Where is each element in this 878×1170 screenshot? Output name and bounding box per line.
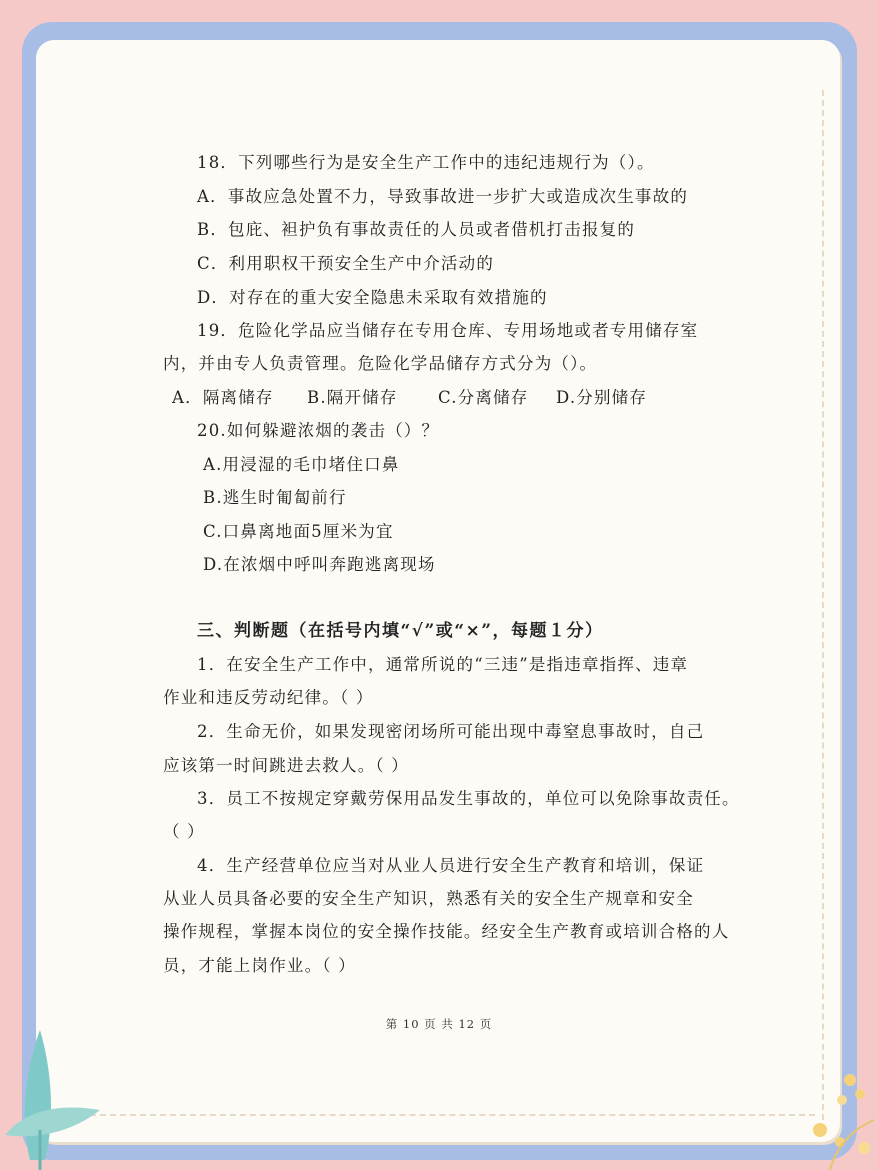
judgement-3-line1: 3．员工不按规定穿戴劳保用品发生事故的，单位可以免除事故责任。 — [197, 789, 740, 808]
question-19-option-a: A．隔离储存 — [172, 388, 274, 407]
question-20-stem: 20.如何躲避浓烟的袭击（）？ — [197, 421, 440, 440]
dashed-border-right — [822, 90, 824, 1120]
question-20-option-b: B.逃生时匍匐前行 — [203, 488, 347, 507]
page-number-footer: 第 10 页 共 12 页 — [385, 1017, 493, 1031]
plant-decoration-icon — [0, 1010, 110, 1170]
question-18-stem: 18．下列哪些行为是安全生产工作中的违纪违规行为（）。 — [197, 153, 655, 172]
judgement-4-line4: 员，才能上岗作业。（ ） — [163, 956, 356, 975]
judgement-1-line2: 作业和违反劳动纪律。（ ） — [163, 688, 374, 707]
question-19-option-b: B.隔开储存 — [307, 388, 398, 407]
question-18-option-d: D．对存在的重大安全隐患未采取有效措施的 — [197, 288, 548, 307]
section-3-heading: 三、判断题（在括号内填“√”或“×”，每题１分） — [197, 621, 604, 641]
judgement-4-line2: 从业人员具备必要的安全生产知识，熟悉有关的安全生产规章和安全 — [163, 889, 694, 908]
question-20-option-c: C.口鼻离地面5厘米为宜 — [203, 522, 394, 541]
question-18-option-a: A．事故应急处置不力，导致事故进一步扩大或造成次生事故的 — [197, 187, 689, 206]
question-18-option-b: B．包庇、袒护负有事故责任的人员或者借机打击报复的 — [197, 220, 636, 239]
judgement-2-line2: 应该第一时间跳进去救人。（ ） — [163, 756, 409, 775]
judgement-2-line1: 2．生命无价，如果发现密闭场所可能出现中毒窒息事故时，自己 — [197, 722, 705, 741]
judgement-1-line1: 1．在安全生产工作中，通常所说的“三违”是指违章指挥、违章 — [197, 655, 689, 674]
question-20-option-a: A.用浸湿的毛巾堵住口鼻 — [203, 455, 400, 474]
judgement-4-line1: 4．生产经营单位应当对从业人员进行安全生产教育和培训，保证 — [197, 856, 705, 875]
question-18-option-c: C．利用职权干预安全生产中介活动的 — [197, 254, 495, 273]
judgement-4-line3: 操作规程，掌握本岗位的安全操作技能。经安全生产教育或培训合格的人 — [163, 922, 730, 941]
question-20-option-d: D.在浓烟中呼叫奔跑逃离现场 — [203, 555, 436, 574]
question-19-stem-line2: 内，并由专人负责管理。危险化学品储存方式分为（）。 — [163, 354, 598, 373]
flower-decoration-icon — [790, 1060, 878, 1170]
question-19-option-c: C.分离储存 — [438, 388, 529, 407]
judgement-3-line2: （ ） — [163, 822, 205, 841]
question-19-option-d: D.分别储存 — [556, 388, 648, 407]
dashed-border-bottom — [80, 1114, 815, 1116]
question-19-stem-line1: 19．危险化学品应当储存在专用仓库、专用场地或者专用储存室 — [197, 321, 699, 340]
